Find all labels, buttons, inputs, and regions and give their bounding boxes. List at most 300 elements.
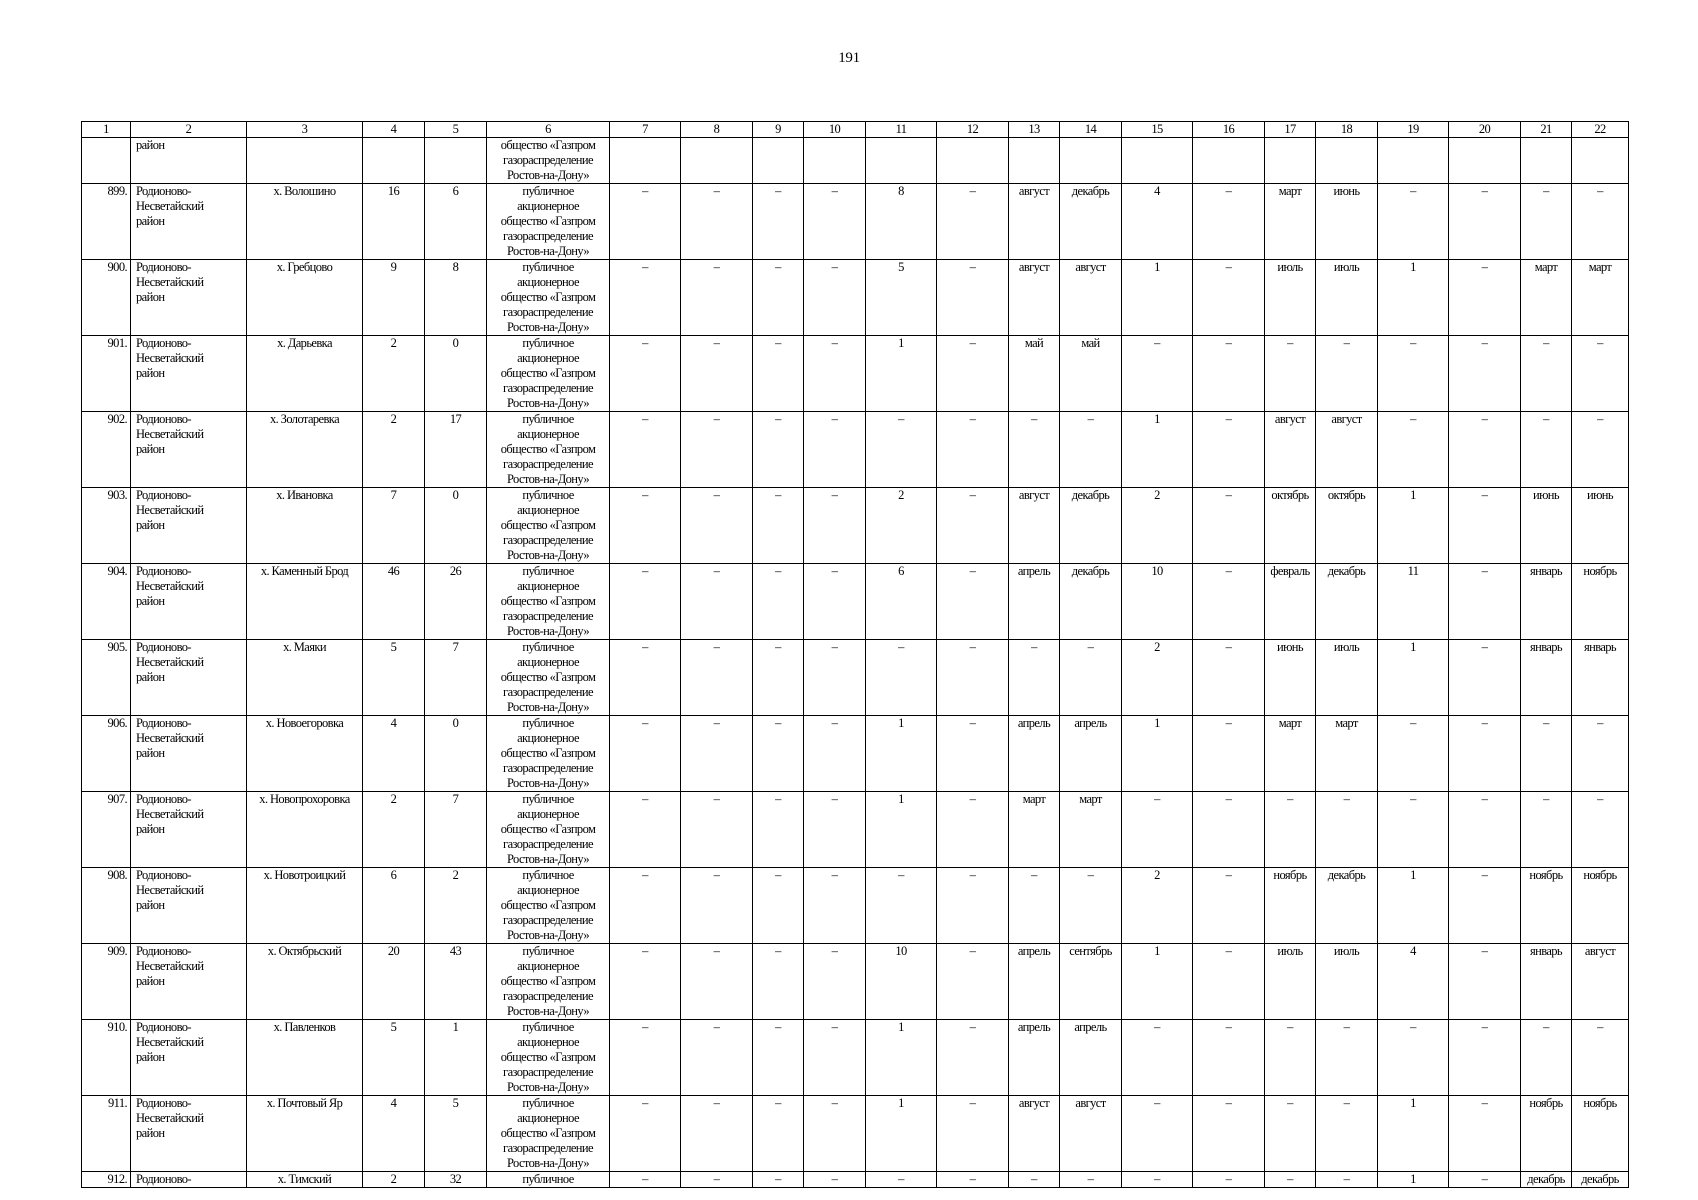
value-cell: июль bbox=[1265, 260, 1316, 336]
value-cell: июнь bbox=[1316, 184, 1378, 260]
value-cell: – bbox=[753, 944, 804, 1020]
table-row bbox=[82, 488, 1629, 564]
value-cell: 1 bbox=[1378, 868, 1449, 944]
value-cell: – bbox=[937, 716, 1009, 792]
value-cell: – bbox=[866, 1172, 937, 1188]
value-cell: август bbox=[1572, 944, 1629, 1020]
settlement-cell: х. Новоегоровка bbox=[247, 716, 363, 792]
row-number: 903. bbox=[82, 488, 131, 564]
cell bbox=[1521, 138, 1572, 184]
column-number-1: 1 bbox=[82, 122, 131, 138]
value-cell: 0 bbox=[425, 488, 487, 564]
value-cell: – bbox=[1193, 1020, 1265, 1096]
value-cell: – bbox=[1521, 184, 1572, 260]
value-cell: июль bbox=[1316, 260, 1378, 336]
organization-cell: публичное акционерное общество «Газпром газораспределение Ростов-на-Дону» bbox=[487, 184, 610, 260]
cell bbox=[610, 138, 681, 184]
value-cell: – bbox=[1449, 564, 1521, 640]
value-cell: – bbox=[1265, 336, 1316, 412]
value-cell: – bbox=[1521, 336, 1572, 412]
cell bbox=[1060, 138, 1122, 184]
value-cell: – bbox=[1572, 412, 1629, 488]
value-cell: – bbox=[753, 184, 804, 260]
value-cell: 11 bbox=[1378, 564, 1449, 640]
value-cell: – bbox=[753, 640, 804, 716]
value-cell: – bbox=[804, 564, 866, 640]
value-cell: 2 bbox=[866, 488, 937, 564]
value-cell: сентябрь bbox=[1060, 944, 1122, 1020]
value-cell: май bbox=[1060, 336, 1122, 412]
cell bbox=[82, 138, 131, 184]
value-cell: 16 bbox=[363, 184, 425, 260]
value-cell: – bbox=[1449, 1172, 1521, 1188]
value-cell: – bbox=[937, 184, 1009, 260]
cell bbox=[804, 138, 866, 184]
value-cell: – bbox=[866, 868, 937, 944]
district-cell: Родионово- Несветайский район bbox=[131, 184, 247, 260]
value-cell: 1 bbox=[1122, 412, 1193, 488]
value-cell: – bbox=[681, 868, 753, 944]
value-cell: 1 bbox=[866, 792, 937, 868]
value-cell: август bbox=[1060, 260, 1122, 336]
value-cell: апрель bbox=[1009, 716, 1060, 792]
value-cell: – bbox=[1572, 1020, 1629, 1096]
value-cell: – bbox=[681, 336, 753, 412]
settlement-cell: х. Октябрьский bbox=[247, 944, 363, 1020]
value-cell: 1 bbox=[866, 1096, 937, 1172]
value-cell: – bbox=[753, 564, 804, 640]
value-cell: август bbox=[1316, 412, 1378, 488]
value-cell: ноябрь bbox=[1572, 1096, 1629, 1172]
value-cell: 1 bbox=[866, 336, 937, 412]
value-cell: – bbox=[753, 260, 804, 336]
value-cell: – bbox=[610, 640, 681, 716]
value-cell: – bbox=[1009, 640, 1060, 716]
value-cell: август bbox=[1265, 412, 1316, 488]
value-cell: – bbox=[937, 260, 1009, 336]
column-number-19: 19 bbox=[1378, 122, 1449, 138]
organization-cell: публичное акционерное общество «Газпром газораспределение Ростов-на-Дону» bbox=[487, 792, 610, 868]
value-cell: – bbox=[610, 488, 681, 564]
value-cell: – bbox=[610, 1020, 681, 1096]
value-cell: – bbox=[1193, 260, 1265, 336]
value-cell: июнь bbox=[1572, 488, 1629, 564]
value-cell: – bbox=[1060, 412, 1122, 488]
value-cell: – bbox=[804, 184, 866, 260]
value-cell: – bbox=[610, 412, 681, 488]
table-row bbox=[82, 944, 1629, 1020]
value-cell: – bbox=[753, 1096, 804, 1172]
value-cell: август bbox=[1009, 260, 1060, 336]
organization-cell: публичное акционерное общество «Газпром газораспределение Ростов-на-Дону» bbox=[487, 260, 610, 336]
organization-cell: публичное акционерное общество «Газпром газораспределение Ростов-на-Дону» bbox=[487, 488, 610, 564]
column-number-7: 7 bbox=[610, 122, 681, 138]
organization-cell: публичное bbox=[487, 1172, 610, 1188]
value-cell: – bbox=[753, 716, 804, 792]
cell bbox=[753, 138, 804, 184]
value-cell: – bbox=[937, 868, 1009, 944]
organization-cell: публичное акционерное общество «Газпром газораспределение Ростов-на-Дону» bbox=[487, 1096, 610, 1172]
settlement-cell: х. Гребцово bbox=[247, 260, 363, 336]
column-number-5: 5 bbox=[425, 122, 487, 138]
value-cell: – bbox=[610, 944, 681, 1020]
cell bbox=[1265, 138, 1316, 184]
value-cell: 6 bbox=[866, 564, 937, 640]
value-cell: 1 bbox=[1378, 640, 1449, 716]
value-cell: январь bbox=[1521, 564, 1572, 640]
organization-cell: публичное акционерное общество «Газпром газораспределение Ростов-на-Дону» bbox=[487, 716, 610, 792]
column-number-16: 16 bbox=[1193, 122, 1265, 138]
row-number: 910. bbox=[82, 1020, 131, 1096]
value-cell: 46 bbox=[363, 564, 425, 640]
value-cell: – bbox=[937, 1096, 1009, 1172]
value-cell: 1 bbox=[866, 716, 937, 792]
value-cell: – bbox=[681, 488, 753, 564]
value-cell: – bbox=[1449, 868, 1521, 944]
value-cell: – bbox=[753, 488, 804, 564]
value-cell: июль bbox=[1265, 944, 1316, 1020]
value-cell: – bbox=[681, 716, 753, 792]
settlement-cell: х. Маяки bbox=[247, 640, 363, 716]
cell bbox=[866, 138, 937, 184]
row-number: 906. bbox=[82, 716, 131, 792]
cell bbox=[425, 138, 487, 184]
value-cell: – bbox=[1265, 1172, 1316, 1188]
column-number-14: 14 bbox=[1060, 122, 1122, 138]
value-cell: 0 bbox=[425, 716, 487, 792]
value-cell: – bbox=[1193, 336, 1265, 412]
value-cell: – bbox=[1449, 944, 1521, 1020]
value-cell: октябрь bbox=[1316, 488, 1378, 564]
value-cell: 1 bbox=[1378, 260, 1449, 336]
value-cell: март bbox=[1265, 184, 1316, 260]
value-cell: апрель bbox=[1060, 1020, 1122, 1096]
value-cell: – bbox=[937, 640, 1009, 716]
cell: общество «Газпром газораспределение Ростов-на-Дону» bbox=[487, 138, 610, 184]
value-cell: – bbox=[681, 1020, 753, 1096]
value-cell: – bbox=[804, 412, 866, 488]
settlement-cell: х. Золотаревка bbox=[247, 412, 363, 488]
value-cell: 2 bbox=[1122, 640, 1193, 716]
district-cell: Родионово- Несветайский район bbox=[131, 488, 247, 564]
settlement-cell: х. Каменный Брод bbox=[247, 564, 363, 640]
value-cell: декабрь bbox=[1060, 564, 1122, 640]
table-row bbox=[82, 564, 1629, 640]
value-cell: – bbox=[1316, 1096, 1378, 1172]
value-cell: март bbox=[1060, 792, 1122, 868]
district-cell: Родионово- Несветайский район bbox=[131, 564, 247, 640]
value-cell: – bbox=[804, 1172, 866, 1188]
column-number-9: 9 bbox=[753, 122, 804, 138]
cell bbox=[681, 138, 753, 184]
value-cell: – bbox=[804, 640, 866, 716]
row-number: 901. bbox=[82, 336, 131, 412]
value-cell: – bbox=[1009, 1172, 1060, 1188]
value-cell: 2 bbox=[363, 412, 425, 488]
value-cell: – bbox=[681, 1172, 753, 1188]
table-row bbox=[82, 412, 1629, 488]
value-cell: – bbox=[1122, 792, 1193, 868]
value-cell: – bbox=[610, 716, 681, 792]
cell bbox=[1122, 138, 1193, 184]
value-cell: – bbox=[681, 640, 753, 716]
value-cell: – bbox=[753, 1020, 804, 1096]
value-cell: – bbox=[681, 792, 753, 868]
value-cell: 4 bbox=[363, 1096, 425, 1172]
organization-cell: публичное акционерное общество «Газпром газораспределение Ростов-на-Дону» bbox=[487, 412, 610, 488]
value-cell: ноябрь bbox=[1521, 868, 1572, 944]
district-cell: Родионово- Несветайский район bbox=[131, 1096, 247, 1172]
value-cell: – bbox=[1265, 1096, 1316, 1172]
settlement-cell: х. Тимский bbox=[247, 1172, 363, 1188]
cell bbox=[1449, 138, 1521, 184]
value-cell: – bbox=[1378, 412, 1449, 488]
value-cell: – bbox=[937, 1172, 1009, 1188]
value-cell: 10 bbox=[866, 944, 937, 1020]
value-cell: 6 bbox=[363, 868, 425, 944]
column-number-2: 2 bbox=[131, 122, 247, 138]
settlement-cell: х. Павленков bbox=[247, 1020, 363, 1096]
value-cell: 6 bbox=[425, 184, 487, 260]
district-cell: Родионово- bbox=[131, 1172, 247, 1188]
value-cell: – bbox=[1449, 336, 1521, 412]
value-cell: март bbox=[1265, 716, 1316, 792]
value-cell: – bbox=[610, 1172, 681, 1188]
organization-cell: публичное акционерное общество «Газпром газораспределение Ростов-на-Дону» bbox=[487, 868, 610, 944]
value-cell: – bbox=[804, 260, 866, 336]
value-cell: – bbox=[610, 1096, 681, 1172]
value-cell: – bbox=[1193, 412, 1265, 488]
value-cell: 2 bbox=[363, 792, 425, 868]
value-cell: – bbox=[1521, 716, 1572, 792]
value-cell: – bbox=[1521, 1020, 1572, 1096]
value-cell: 5 bbox=[363, 1020, 425, 1096]
value-cell: – bbox=[681, 412, 753, 488]
value-cell: – bbox=[804, 716, 866, 792]
value-cell: – bbox=[1122, 336, 1193, 412]
value-cell: февраль bbox=[1265, 564, 1316, 640]
value-cell: декабрь bbox=[1572, 1172, 1629, 1188]
cell bbox=[937, 138, 1009, 184]
value-cell: июнь bbox=[1265, 640, 1316, 716]
value-cell: август bbox=[1009, 488, 1060, 564]
value-cell: – bbox=[1122, 1020, 1193, 1096]
value-cell: август bbox=[1009, 184, 1060, 260]
value-cell: – bbox=[1009, 868, 1060, 944]
value-cell: – bbox=[1572, 792, 1629, 868]
column-number-8: 8 bbox=[681, 122, 753, 138]
value-cell: – bbox=[681, 944, 753, 1020]
value-cell: – bbox=[1193, 1172, 1265, 1188]
value-cell: – bbox=[1193, 944, 1265, 1020]
value-cell: 1 bbox=[1122, 944, 1193, 1020]
value-cell: – bbox=[610, 336, 681, 412]
value-cell: – bbox=[1378, 1020, 1449, 1096]
value-cell: – bbox=[1316, 792, 1378, 868]
value-cell: – bbox=[1572, 716, 1629, 792]
column-number-13: 13 bbox=[1009, 122, 1060, 138]
value-cell: 5 bbox=[363, 640, 425, 716]
cell bbox=[1316, 138, 1378, 184]
value-cell: – bbox=[1378, 792, 1449, 868]
table-row bbox=[82, 1096, 1629, 1172]
row-number: 902. bbox=[82, 412, 131, 488]
value-cell: – bbox=[753, 1172, 804, 1188]
table-row bbox=[82, 1020, 1629, 1096]
value-cell: – bbox=[937, 412, 1009, 488]
column-number-18: 18 bbox=[1316, 122, 1378, 138]
value-cell: 8 bbox=[425, 260, 487, 336]
value-cell: 17 bbox=[425, 412, 487, 488]
value-cell: – bbox=[804, 488, 866, 564]
value-cell: – bbox=[937, 488, 1009, 564]
value-cell: январь bbox=[1572, 640, 1629, 716]
table-row bbox=[82, 184, 1629, 260]
value-cell: – bbox=[753, 868, 804, 944]
district-cell: Родионово- Несветайский район bbox=[131, 260, 247, 336]
value-cell: декабрь bbox=[1060, 488, 1122, 564]
value-cell: март bbox=[1572, 260, 1629, 336]
value-cell: – bbox=[804, 944, 866, 1020]
value-cell: – bbox=[804, 868, 866, 944]
value-cell: – bbox=[681, 184, 753, 260]
value-cell: – bbox=[866, 412, 937, 488]
organization-cell: публичное акционерное общество «Газпром газораспределение Ростов-на-Дону» bbox=[487, 336, 610, 412]
value-cell: ноябрь bbox=[1265, 868, 1316, 944]
value-cell: – bbox=[937, 944, 1009, 1020]
value-cell: – bbox=[1193, 792, 1265, 868]
value-cell: 9 bbox=[363, 260, 425, 336]
cell bbox=[1572, 138, 1629, 184]
table-body bbox=[82, 122, 1629, 1188]
value-cell: – bbox=[1449, 640, 1521, 716]
settlement-cell: х. Почтовый Яр bbox=[247, 1096, 363, 1172]
value-cell: 7 bbox=[425, 792, 487, 868]
cell bbox=[1378, 138, 1449, 184]
value-cell: – bbox=[1193, 184, 1265, 260]
column-number-10: 10 bbox=[804, 122, 866, 138]
value-cell: – bbox=[753, 412, 804, 488]
column-number-20: 20 bbox=[1449, 122, 1521, 138]
value-cell: ноябрь bbox=[1521, 1096, 1572, 1172]
table-row bbox=[82, 792, 1629, 868]
value-cell: декабрь bbox=[1521, 1172, 1572, 1188]
row-number: 900. bbox=[82, 260, 131, 336]
value-cell: – bbox=[866, 640, 937, 716]
value-cell: декабрь bbox=[1060, 184, 1122, 260]
value-cell: – bbox=[1449, 1020, 1521, 1096]
value-cell: – bbox=[1009, 412, 1060, 488]
value-cell: – bbox=[1122, 1172, 1193, 1188]
value-cell: 2 bbox=[363, 336, 425, 412]
value-cell: – bbox=[937, 1020, 1009, 1096]
value-cell: октябрь bbox=[1265, 488, 1316, 564]
value-cell: – bbox=[1265, 1020, 1316, 1096]
organization-cell: публичное акционерное общество «Газпром газораспределение Ростов-на-Дону» bbox=[487, 1020, 610, 1096]
value-cell: – bbox=[1060, 868, 1122, 944]
value-cell: июль bbox=[1316, 640, 1378, 716]
value-cell: декабрь bbox=[1316, 564, 1378, 640]
value-cell: 1 bbox=[866, 1020, 937, 1096]
row-number: 911. bbox=[82, 1096, 131, 1172]
row-number: 899. bbox=[82, 184, 131, 260]
district-cell: Родионово- Несветайский район bbox=[131, 716, 247, 792]
value-cell: – bbox=[1449, 184, 1521, 260]
settlement-cell: х. Новотроицкий bbox=[247, 868, 363, 944]
value-cell: 4 bbox=[363, 716, 425, 792]
value-cell: 4 bbox=[1378, 944, 1449, 1020]
value-cell: 1 bbox=[1378, 488, 1449, 564]
value-cell: 20 bbox=[363, 944, 425, 1020]
value-cell: – bbox=[1316, 1020, 1378, 1096]
row-number: 912. bbox=[82, 1172, 131, 1188]
value-cell: – bbox=[1316, 1172, 1378, 1188]
value-cell: – bbox=[1122, 1096, 1193, 1172]
table-row bbox=[82, 716, 1629, 792]
value-cell: – bbox=[753, 336, 804, 412]
value-cell: ноябрь bbox=[1572, 564, 1629, 640]
value-cell: 2 bbox=[1122, 488, 1193, 564]
cell bbox=[247, 138, 363, 184]
value-cell: – bbox=[610, 564, 681, 640]
organization-cell: публичное акционерное общество «Газпром газораспределение Ростов-на-Дону» bbox=[487, 944, 610, 1020]
value-cell: – bbox=[1449, 260, 1521, 336]
district-cell: Родионово- Несветайский район bbox=[131, 1020, 247, 1096]
value-cell: – bbox=[1193, 564, 1265, 640]
value-cell: 5 bbox=[425, 1096, 487, 1172]
cell bbox=[1193, 138, 1265, 184]
value-cell: – bbox=[1449, 1096, 1521, 1172]
value-cell: 8 bbox=[866, 184, 937, 260]
value-cell: апрель bbox=[1009, 1020, 1060, 1096]
column-number-22: 22 bbox=[1572, 122, 1629, 138]
value-cell: – bbox=[1572, 184, 1629, 260]
row-number: 908. bbox=[82, 868, 131, 944]
value-cell: – bbox=[1316, 336, 1378, 412]
value-cell: май bbox=[1009, 336, 1060, 412]
header-row bbox=[82, 122, 1629, 138]
row-number: 909. bbox=[82, 944, 131, 1020]
value-cell: апрель bbox=[1060, 716, 1122, 792]
settlement-cell: х. Новопрохоровка bbox=[247, 792, 363, 868]
value-cell: – bbox=[1193, 640, 1265, 716]
value-cell: – bbox=[681, 564, 753, 640]
value-cell: ноябрь bbox=[1572, 868, 1629, 944]
value-cell: 26 bbox=[425, 564, 487, 640]
value-cell: 32 bbox=[425, 1172, 487, 1188]
column-number-21: 21 bbox=[1521, 122, 1572, 138]
value-cell: – bbox=[1449, 716, 1521, 792]
value-cell: 1 bbox=[1378, 1096, 1449, 1172]
row-number: 905. bbox=[82, 640, 131, 716]
settlement-cell: х. Ивановка bbox=[247, 488, 363, 564]
value-cell: – bbox=[681, 1096, 753, 1172]
value-cell: август bbox=[1060, 1096, 1122, 1172]
district-cell: Родионово- Несветайский район bbox=[131, 944, 247, 1020]
district-cell: Родионово- Несветайский район bbox=[131, 412, 247, 488]
value-cell: – bbox=[804, 792, 866, 868]
value-cell: 1 bbox=[1122, 716, 1193, 792]
column-number-15: 15 bbox=[1122, 122, 1193, 138]
value-cell: – bbox=[1378, 716, 1449, 792]
data-table bbox=[81, 121, 1629, 1188]
value-cell: 0 bbox=[425, 336, 487, 412]
value-cell: январь bbox=[1521, 640, 1572, 716]
value-cell: март bbox=[1009, 792, 1060, 868]
value-cell: январь bbox=[1521, 944, 1572, 1020]
value-cell: 2 bbox=[1122, 868, 1193, 944]
value-cell: – bbox=[1521, 412, 1572, 488]
